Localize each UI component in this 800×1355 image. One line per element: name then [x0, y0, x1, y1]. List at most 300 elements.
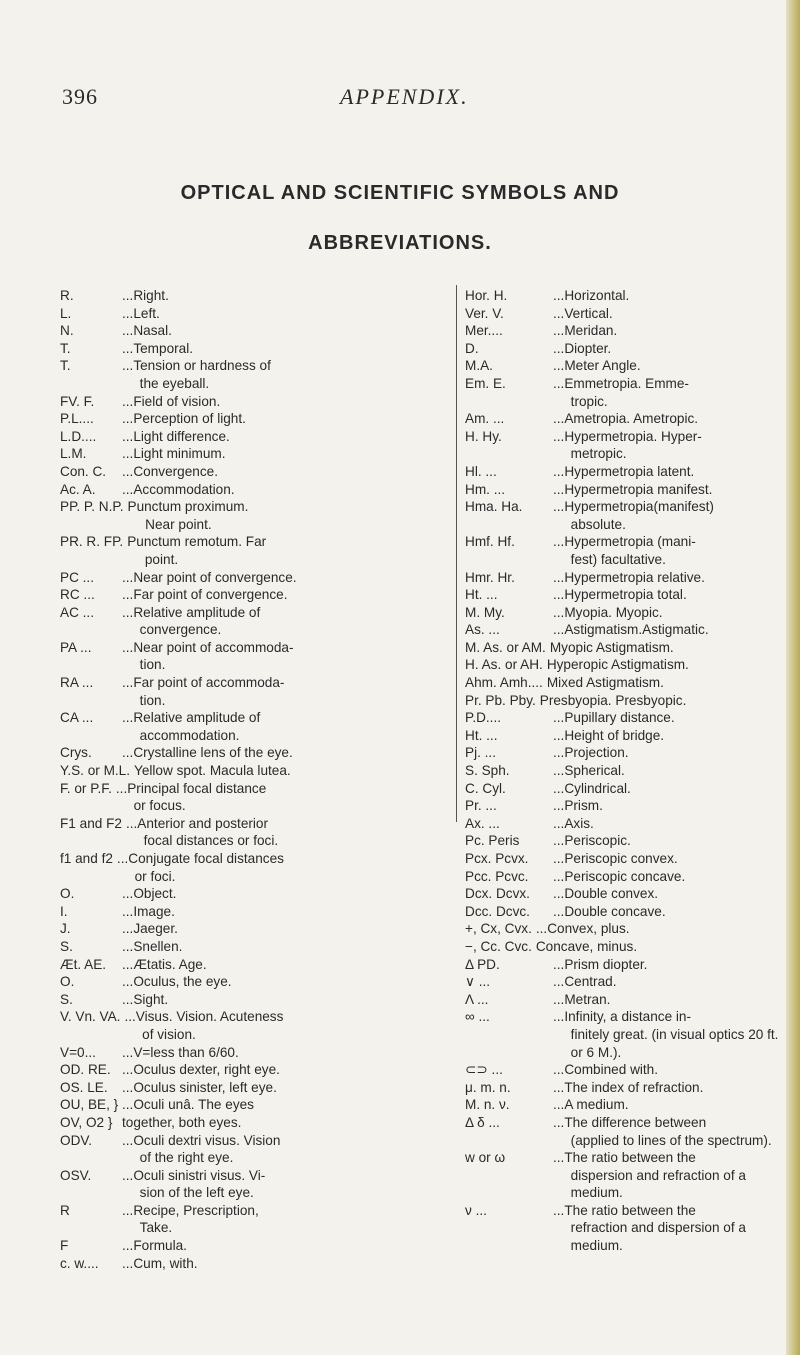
abbreviation-symbol: L. [60, 305, 72, 321]
abbreviation-definition [553, 762, 783, 780]
definition-text: ...Jaeger. [122, 921, 178, 937]
abbreviation-symbol: RC ... [60, 587, 95, 603]
abbreviation-entry [60, 903, 450, 921]
definition-continuation: sion of the left eye. [139, 1185, 254, 1201]
abbreviation-entry [465, 991, 783, 1009]
abbreviation-entry [60, 709, 450, 744]
definition-text: ...Infinity, a distance in- [553, 1009, 692, 1025]
abbreviation-definition [553, 604, 783, 622]
abbreviation-entry [60, 393, 450, 411]
abbreviation-symbol: T. [60, 340, 71, 356]
abbreviation-symbol: Hmr. Hr. [465, 569, 515, 585]
abbreviation-entry [60, 1061, 450, 1079]
abbreviation-definition [553, 463, 783, 481]
definition-continuation: tion. [139, 657, 166, 673]
definition-continuation: convergence. [139, 622, 222, 638]
abbreviation-definition [122, 885, 450, 903]
abbreviation-entry [465, 604, 783, 622]
abbreviation-symbol: O. [60, 974, 75, 990]
abbreviation-entry [60, 885, 450, 903]
definition-text: ...Periscopic concave. [553, 868, 686, 884]
definition-text: ...Hypermetropia. Hyper- [553, 428, 702, 444]
definition-text: ...Hypermetropia manifest. [553, 481, 713, 497]
definition-continuation: accommodation. [139, 727, 240, 743]
definition-text: ...Emmetropia. Emme- [553, 375, 689, 391]
running-head: APPENDIX. [340, 84, 469, 109]
abbreviation-definition [122, 1079, 450, 1097]
abbreviation-symbol: ⊂⊃ ... [465, 1062, 503, 1078]
abbreviation-symbol: V=0... [60, 1044, 96, 1060]
abbreviation-entry [60, 1132, 450, 1167]
abbreviation-definition [122, 1237, 450, 1255]
definition-text: ...Snellen. [122, 938, 183, 954]
abbreviation-entry [60, 744, 450, 762]
definition-text: ...The index of refraction. [553, 1079, 704, 1095]
abbreviation-definition [117, 850, 450, 885]
definition-text: ...Nasal. [122, 323, 172, 339]
definition-text: ...The ratio between the [553, 1202, 696, 1218]
definition-text: ...Horizontal. [553, 288, 630, 303]
abbreviation-symbol: As. ... [465, 622, 500, 638]
abbreviation-symbol: R. [60, 288, 74, 303]
abbreviation-entry [465, 674, 783, 692]
abbreviation-entry [465, 305, 783, 323]
definition-text: ...Image. [122, 903, 175, 919]
abbreviation-symbol: Crys. [60, 745, 92, 761]
abbreviation-entry [465, 903, 783, 921]
abbreviation-entry [60, 357, 450, 392]
abbreviation-definition [122, 322, 450, 340]
abbreviation-symbol: Pcx. Pcvx. [465, 851, 529, 866]
abbreviation-entry [60, 991, 450, 1009]
abbreviation-entry [465, 481, 783, 499]
abbreviation-entry [465, 410, 783, 428]
abbreviation-definition [553, 428, 783, 463]
definition-text: ...Prism. [553, 798, 603, 814]
abbreviation-entry [60, 1255, 450, 1273]
definition-text: ...Spherical. [553, 763, 625, 779]
abbreviation-definition [122, 410, 450, 428]
abbreviation-symbol: Pc. Peris [465, 833, 520, 849]
definition-text: ...Pupillary distance. [553, 710, 675, 726]
abbreviation-definition [547, 674, 783, 692]
abbreviation-entry [60, 1079, 450, 1097]
definition-text: Punctum remotum. Far [127, 534, 267, 550]
abbreviation-symbol: Pr. ... [465, 798, 497, 814]
definition-text: ...Accommodation. [122, 481, 235, 497]
abbreviation-symbol: M. As. or AM. [465, 639, 546, 655]
definition-text: ...Anterior and posterior [125, 815, 269, 831]
abbreviation-definition [122, 1132, 450, 1167]
abbreviation-entry [465, 621, 783, 639]
definition-continuation: Near point. [145, 516, 212, 532]
abbreviation-entry [465, 762, 783, 780]
abbreviation-symbol: Pj. ... [465, 745, 496, 761]
abbreviation-definition [553, 727, 783, 745]
definition-text: ...Ætatis. Age. [122, 956, 207, 972]
abbreviation-symbol: Hl. ... [465, 463, 497, 479]
abbreviation-symbol: S. [60, 991, 73, 1007]
abbreviation-definition [536, 938, 783, 956]
definition-text: ...Hypermetropia latent. [553, 463, 695, 479]
abbreviation-symbol: Hm. ... [465, 481, 506, 497]
abbreviation-definition [553, 868, 783, 886]
abbreviation-entry [465, 428, 783, 463]
abbreviation-entry [60, 920, 450, 938]
abbreviation-symbol: Dcc. Dcvc. [465, 903, 530, 919]
definition-text: ...Combined with. [553, 1062, 659, 1078]
abbreviation-definition [122, 920, 450, 938]
definition-continuation: Take. [139, 1220, 173, 1236]
abbreviation-definition [116, 780, 450, 815]
abbreviation-symbol: OV, O2 } [60, 1114, 113, 1130]
abbreviation-symbol: PA ... [60, 639, 92, 655]
definition-text: ...Meter Angle. [553, 358, 641, 374]
abbreviation-entry [465, 744, 783, 762]
abbreviation-symbol: O. [60, 886, 75, 902]
abbreviation-entry [465, 1008, 783, 1061]
definition-text: ...Cum, with. [122, 1255, 198, 1271]
abbreviation-symbol: F. or P.F. [60, 780, 112, 796]
abbreviation-symbol: Am. ... [465, 411, 505, 427]
definition-text: ...Near point of convergence. [122, 569, 297, 585]
abbreviation-definition [553, 1114, 783, 1149]
definition-text: Myopic Astigmatism. [549, 639, 674, 655]
definition-text: Hyperopic Astigmatism. [546, 657, 689, 673]
definition-continuation: of vision. [142, 1026, 196, 1042]
abbreviation-entry [60, 322, 450, 340]
definition-text: ...Near point of accommoda- [122, 639, 294, 655]
definition-text: ...Right. [122, 288, 169, 303]
definition-text: ...Oculus, the eye. [122, 974, 232, 990]
abbreviation-symbol: L.D.... [60, 428, 97, 444]
abbreviation-definition [553, 815, 783, 833]
abbreviation-symbol: M.A. [465, 358, 493, 374]
abbreviation-symbol: F [60, 1238, 69, 1254]
definition-text: ...Metran. [553, 991, 611, 1007]
abbreviation-entry [465, 868, 783, 886]
abbreviation-symbol: F1 and F2 [60, 815, 122, 831]
definition-text: ...Perception of light. [122, 411, 246, 427]
abbreviation-entry [465, 709, 783, 727]
abbreviation-definition [553, 410, 783, 428]
definition-continuation: metropic. [570, 446, 627, 462]
abbreviation-symbol: Δ PD. [465, 956, 500, 972]
abbreviation-entry [60, 481, 450, 499]
abbreviation-symbol: Hor. H. [465, 288, 508, 303]
abbreviation-definition [124, 1008, 450, 1043]
definition-text: ...Convergence. [122, 463, 218, 479]
abbreviation-definition [122, 1114, 450, 1132]
abbreviation-symbol: FV. F. [60, 393, 95, 409]
definition-text: ...Cylindrical. [553, 780, 631, 796]
abbreviation-entry [465, 692, 783, 710]
abbreviation-definition [553, 1079, 783, 1097]
definition-text: together, both eyes. [122, 1114, 242, 1130]
abbreviation-definition [553, 850, 783, 868]
abbreviation-definition [553, 287, 783, 305]
definition-text: ...Vertical. [553, 305, 613, 321]
definition-text: ...Hypermetropia (mani- [553, 534, 696, 550]
definition-text: ...Meridan. [553, 323, 618, 339]
definition-text: ...Myopia. Myopic. [553, 604, 663, 620]
abbreviation-entry [465, 322, 783, 340]
abbreviation-entry [60, 498, 450, 533]
abbreviation-symbol: OU, BE, } [60, 1097, 119, 1113]
abbreviation-definition [553, 780, 783, 798]
abbreviation-definition [553, 1008, 783, 1061]
abbreviation-definition [122, 709, 450, 744]
abbreviation-definition [122, 305, 450, 323]
abbreviation-symbol: OD. RE. [60, 1062, 111, 1078]
abbreviation-definition [547, 656, 783, 674]
abbreviation-entry [465, 375, 783, 410]
definition-continuation: absolute. [570, 516, 626, 532]
definition-text: ...Field of vision. [122, 393, 221, 409]
definition-continuation: refraction and dispersion of a medium. [570, 1220, 746, 1254]
abbreviation-entry [60, 586, 450, 604]
abbreviation-entry [465, 586, 783, 604]
definition-continuation: of the right eye. [139, 1150, 234, 1166]
abbreviation-entry [465, 832, 783, 850]
abbreviation-entry [465, 956, 783, 974]
abbreviation-symbol: N. [60, 323, 74, 339]
abbreviation-symbol: T. [60, 358, 71, 374]
abbreviation-symbol: M. My. [465, 604, 505, 620]
abbreviation-symbol: Λ ... [465, 991, 489, 1007]
definition-text: ...Oculus dexter, right eye. [122, 1062, 280, 1078]
abbreviation-definition [122, 463, 450, 481]
abbreviation-entry [60, 780, 450, 815]
abbreviation-definition [122, 991, 450, 1009]
abbreviation-definition [553, 1149, 783, 1202]
abbreviation-definition [122, 393, 450, 411]
abbreviation-entry [465, 498, 783, 533]
abbreviation-entry [465, 815, 783, 833]
abbreviation-definition [127, 533, 450, 568]
abbreviation-entry [60, 850, 450, 885]
abbreviation-symbol: μ. m. n. [465, 1079, 511, 1095]
abbreviation-definition [122, 973, 450, 991]
definition-text: ...Double convex. [553, 886, 659, 902]
abbreviation-entry [60, 428, 450, 446]
abbreviation-definition [122, 428, 450, 446]
definition-text: ...Axis. [553, 815, 594, 831]
abbreviation-symbol: Ahm. Amh.... [465, 675, 543, 691]
abbreviation-symbol: OSV. [60, 1167, 92, 1183]
definition-text: Punctum proximum. [127, 499, 249, 515]
page-subtitle: ABBREVIATIONS. [308, 232, 492, 254]
definition-text: ...Periscopic. [553, 833, 631, 849]
abbreviation-symbol: ν ... [465, 1202, 487, 1218]
abbreviation-definition [553, 1061, 783, 1079]
abbreviation-symbol: S. [60, 938, 73, 954]
abbreviation-symbol: Δ δ ... [465, 1114, 500, 1130]
abbreviation-symbol: PC ... [60, 569, 94, 585]
abbreviation-symbol: V. Vn. VA. [60, 1009, 121, 1025]
abbreviation-symbol: ∞ ... [465, 1009, 490, 1025]
abbreviation-entry [60, 1167, 450, 1202]
definition-text: ...Tension or hardness of [122, 358, 271, 374]
definition-text: ...Recipe, Prescription, [122, 1202, 259, 1218]
abbreviation-definition [553, 305, 783, 323]
abbreviation-symbol: R [60, 1202, 70, 1218]
abbreviation-symbol: L.M. [60, 446, 87, 462]
definition-text: ...Temporal. [122, 340, 194, 356]
abbreviation-entry [60, 569, 450, 587]
abbreviation-definition [553, 885, 783, 903]
definition-continuation: finitely great. (in visual optics 20 ft. or 6 M.). [570, 1026, 779, 1060]
definition-text: ...Light difference. [122, 428, 230, 444]
abbreviation-entry [60, 445, 450, 463]
abbreviation-definition [553, 586, 783, 604]
abbreviation-entry [60, 938, 450, 956]
abbreviation-definition [122, 744, 450, 762]
abbreviation-symbol: D. [465, 340, 479, 356]
definition-text: ...Crystalline lens of the eye. [122, 745, 293, 761]
abbreviation-definition [540, 692, 783, 710]
abbreviation-entry [60, 1096, 450, 1114]
abbreviation-definition [553, 322, 783, 340]
abbreviation-symbol: Æt. AE. [60, 956, 107, 972]
abbreviation-symbol: S. Sph. [465, 763, 510, 779]
abbreviation-definition [553, 709, 783, 727]
abbreviation-entry [60, 463, 450, 481]
definition-text: ...Light minimum. [122, 446, 226, 462]
definition-text: ...V=less than 6/60. [122, 1044, 239, 1060]
definition-continuation: (applied to lines of the spectrum). [570, 1132, 772, 1148]
abbreviation-definition [553, 1096, 783, 1114]
abbreviation-symbol: −, Cc. Cvc. [465, 938, 532, 954]
abbreviation-entry [465, 1202, 783, 1255]
abbreviation-definition [553, 569, 783, 587]
abbreviation-entry [60, 1237, 450, 1255]
definition-continuation: or foci. [134, 868, 176, 884]
abbreviation-definition [553, 498, 783, 533]
abbreviation-entry [465, 287, 783, 305]
abbreviation-definition [553, 991, 783, 1009]
abbreviation-symbol: H. As. or AH. [465, 657, 543, 673]
page-title: OPTICAL AND SCIENTIFIC SYMBOLS AND [180, 182, 620, 204]
abbreviation-symbol: Pcc. Pcvc. [465, 868, 529, 884]
page-header [0, 84, 786, 114]
abbreviation-symbol: Con. C. [60, 463, 107, 479]
abbreviation-entry [60, 956, 450, 974]
abbreviation-symbol: Ax. ... [465, 815, 500, 831]
definition-text: ...Hypermetropia total. [553, 587, 687, 603]
abbreviation-definition [122, 903, 450, 921]
abbreviation-entry [60, 1044, 450, 1062]
abbreviation-entry [60, 1008, 450, 1043]
abbreviation-entry [60, 1202, 450, 1237]
abbreviation-definition [553, 956, 783, 974]
abbreviation-definition [122, 938, 450, 956]
abbreviation-definition [122, 569, 450, 587]
definition-text: ...The ratio between the [553, 1150, 696, 1166]
abbreviation-definition [128, 498, 451, 533]
definition-text: ...Astigmatism.Astigmatic. [553, 622, 709, 638]
abbreviation-entry [465, 1096, 783, 1114]
abbreviation-symbol: PR. R. FP. [60, 534, 124, 550]
definition-continuation: tion. [139, 692, 166, 708]
abbreviation-entry [465, 1079, 783, 1097]
abbreviation-definition [122, 639, 450, 674]
left-column [60, 287, 450, 1272]
abbreviation-symbol: f1 and f2 [60, 851, 113, 866]
abbreviation-definition [553, 797, 783, 815]
column-divider [456, 285, 457, 822]
abbreviation-definition [550, 639, 783, 657]
abbreviation-symbol: Ht. ... [465, 587, 498, 603]
definition-text: ...Sight. [122, 991, 169, 1007]
definition-text: ...Oculi dextri visus. Vision [122, 1132, 281, 1148]
abbreviation-symbol: PP. P. N.P. [60, 499, 124, 515]
abbreviation-symbol: P.D.... [465, 710, 502, 726]
abbreviation-symbol: w or ω [465, 1150, 506, 1166]
abbreviation-entry [465, 850, 783, 868]
abbreviation-entry [60, 815, 450, 850]
abbreviation-symbol: C. Cyl. [465, 780, 506, 796]
abbreviation-definition [553, 1202, 783, 1255]
definition-text: ...Height of bridge. [553, 727, 665, 743]
abbreviation-symbol: J. [60, 921, 71, 937]
abbreviation-entry [465, 920, 783, 938]
definition-continuation: focal distances or foci. [143, 833, 279, 849]
definition-text: ...Convex, plus. [535, 921, 630, 937]
abbreviation-symbol: Ac. A. [60, 481, 96, 497]
abbreviation-symbol: ∨ ... [465, 974, 491, 990]
definition-text: ...Visus. Vision. Acuteness [124, 1009, 284, 1025]
abbreviation-symbol: Hma. Ha. [465, 499, 523, 515]
abbreviation-symbol: Em. E. [465, 375, 506, 391]
abbreviation-definition [122, 1096, 450, 1114]
abbreviation-symbol: c. w.... [60, 1255, 99, 1271]
abbreviation-definition [553, 533, 783, 568]
definition-text: ...Prism diopter. [553, 956, 648, 972]
abbreviation-symbol: P.L.... [60, 411, 94, 427]
abbreviation-entry [60, 973, 450, 991]
definition-text: ...Double concave. [553, 903, 666, 919]
definition-text: ...Oculi unâ. The eyes [122, 1097, 254, 1113]
abbreviation-symbol: RA ... [60, 675, 94, 691]
abbreviation-definition [553, 357, 783, 375]
definition-continuation: fest) facultative. [570, 551, 666, 567]
abbreviation-entry [60, 533, 450, 568]
definition-continuation: dispersion and refraction of a medium. [570, 1167, 746, 1201]
abbreviation-symbol: Ver. V. [465, 305, 504, 321]
abbreviation-symbol: Mer.... [465, 323, 503, 339]
abbreviation-symbol: Dcx. Dcvx. [465, 886, 530, 902]
abbreviation-definition [126, 815, 450, 850]
abbreviation-symbol: M. n. ν. [465, 1097, 510, 1113]
abbreviation-definition [122, 674, 450, 709]
definition-text: ...Diopter. [553, 340, 612, 356]
abbreviation-definition [134, 762, 450, 780]
definition-continuation: point. [144, 551, 179, 567]
abbreviation-definition [553, 340, 783, 358]
abbreviation-entry [465, 656, 783, 674]
abbreviation-entry [60, 674, 450, 709]
abbreviation-entry [60, 410, 450, 428]
abbreviation-entry [60, 762, 450, 780]
definition-text: ...Projection. [553, 745, 629, 761]
definition-text: ...Hypermetropia(manifest) [553, 499, 714, 515]
abbreviation-definition [122, 956, 450, 974]
definition-text: ...Far point of accommoda- [122, 675, 285, 691]
definition-text: Presbyopia. Presbyopic. [539, 692, 687, 708]
abbreviation-entry [465, 463, 783, 481]
definition-text: ...Centrad. [553, 974, 617, 990]
